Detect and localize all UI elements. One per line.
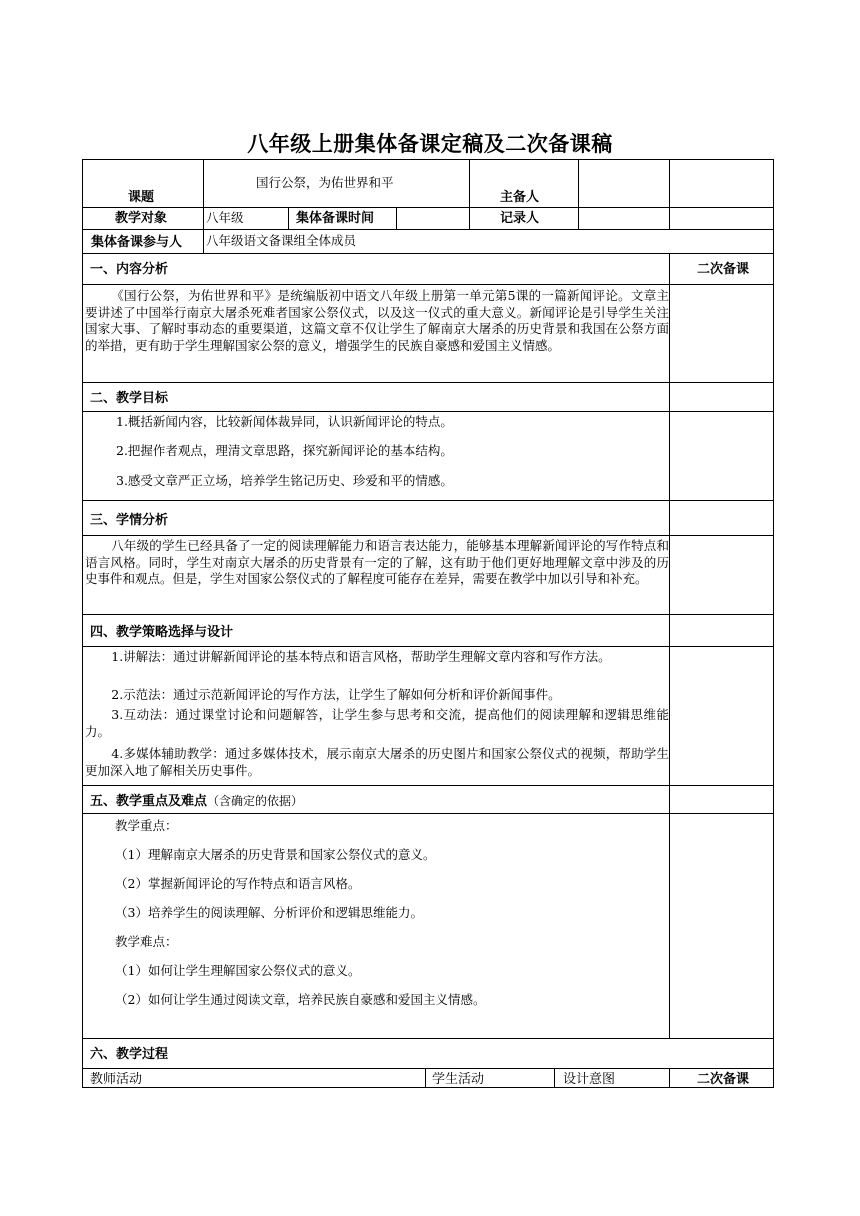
learner-analysis-text: 八年级的学生已经具备了一定的阅读理解能力和语言表达能力，能够基本理解新闻评论的写作特点和语言风格。同时，学生对南京大屠杀的历史背景有一定的了解，这有助于他们更好地理解文章中涉及的历史事件和观点。但是，学生对国家公祭仪式的了解程度可能存在差异，需要在教学中加以引导和补充。 [85, 538, 669, 586]
column-divider [669, 1068, 670, 1088]
teacher-activity-header: 教师活动 [90, 1072, 143, 1087]
column-divider [578, 159, 579, 229]
teaching-process-heading: 六、教学过程 [90, 1047, 169, 1062]
time-label: 集体备课时间 [296, 211, 375, 226]
goal-item: 2.把握作者观点，理清文章思路，探究新闻评论的基本结构。 [116, 443, 453, 458]
row-divider [82, 813, 774, 814]
column-divider [425, 1068, 426, 1088]
focus-item: （3）培养学生的阅读理解、分析评价和逻辑思维能力。 [115, 905, 423, 920]
participants-label: 集体备课参与人 [91, 235, 183, 250]
target-value: 八年级 [206, 210, 244, 225]
row-divider [82, 646, 774, 647]
row-divider [82, 411, 774, 412]
column-divider [554, 1068, 555, 1088]
student-activity-header: 学生活动 [432, 1072, 485, 1087]
participants-value: 八年级语文备课组全体成员 [206, 233, 357, 248]
row-divider [82, 284, 774, 285]
key-points-note: （含确定的依据） [207, 794, 304, 808]
secondary-prep-label: 二次备课 [697, 262, 750, 277]
row-divider [82, 614, 774, 615]
key-points-heading [90, 793, 303, 810]
column-divider [669, 159, 670, 229]
difficulty-label: 教学难点： [115, 934, 178, 949]
design-intent-header: 设计意图 [563, 1072, 616, 1087]
focus-item: （2）掌握新闻评论的写作特点和语言风格。 [115, 876, 361, 891]
goal-item: 1.概括新闻内容，比较新闻体裁异同，认识新闻评论的特点。 [116, 414, 453, 429]
strategy-item: 2.示范法：通过示范新闻评论的写作方法，让学生了解如何分析和评价新闻事件。 [111, 687, 561, 702]
lead-teacher-label: 主备人 [500, 190, 540, 205]
teaching-goals-heading: 二、教学目标 [90, 391, 169, 406]
difficulty-item: （1）如何让学生理解国家公祭仪式的意义。 [115, 963, 361, 978]
topic-label: 课题 [128, 190, 155, 205]
column-divider [469, 159, 470, 229]
row-divider [82, 785, 774, 786]
row-divider [82, 535, 774, 536]
strategy-item: 1.讲解法：通过讲解新闻评论的基本特点和语言风格，帮助学生理解文章内容和写作方法。 [111, 649, 611, 664]
column-divider [203, 159, 204, 253]
column-divider [396, 207, 397, 229]
row-divider [82, 253, 774, 254]
row-divider [82, 1038, 774, 1039]
strategy-item: 4.多媒体辅助教学：通过多媒体技术，展示南京大屠杀的历史图片和国家公祭仪式的视频，帮助学生更加深入地了解相关历史事件。 [85, 746, 669, 778]
topic-value: 国行公祭，为佑世界和平 [256, 175, 394, 190]
column-divider [288, 207, 289, 229]
goal-item: 3.感受文章严正立场，培养学生铭记历史、珍爱和平的情感。 [116, 473, 453, 488]
row-divider [82, 382, 774, 383]
key-points-title: 五、教学重点及难点 [90, 794, 208, 809]
row-divider [82, 207, 774, 208]
content-analysis-text: 《国行公祭，为佑世界和平》是统编版初中语文八年级上册第一单元第5课的一篇新闻评论。文章主要讲述了中国举行南京大屠杀死难者国家公祭仪式，以及这一仪式的重大意义。新闻评论是引导学生关注国家大事、了解时事动态的重要渠道，这篇文章不仅让学生了解南京大屠杀的历史背景和我国在公祭方面的举措，更有助于学生理解国家公祭的意义，增强学生的民族自豪感和爱国主义情感。 [85, 288, 669, 353]
recorder-label: 记录人 [500, 211, 540, 226]
document-title: 八年级上册集体备课定稿及二次备课稿 [247, 132, 613, 156]
row-divider [82, 229, 774, 230]
strategy-heading: 四、教学策略选择与设计 [90, 625, 234, 640]
row-divider [82, 1068, 774, 1069]
strategy-item: 3.互动法：通过课堂讨论和问题解答，让学生参与思考和交流，提高他们的阅读理解和逻辑思维能力。 [85, 707, 669, 739]
content-analysis-heading: 一、内容分析 [90, 262, 169, 277]
focus-label: 教学重点： [115, 818, 178, 833]
secondary-prep-header: 二次备课 [697, 1072, 750, 1087]
row-divider [82, 500, 774, 501]
target-label: 教学对象 [115, 211, 168, 226]
focus-item: （1）理解南京大屠杀的历史背景和国家公祭仪式的意义。 [115, 847, 436, 862]
secondary-column-divider [669, 253, 670, 1038]
learner-analysis-heading: 三、学情分析 [90, 513, 169, 528]
difficulty-item: （2）如何让学生通过阅读文章，培养民族自豪感和爱国主义情感。 [115, 992, 486, 1007]
